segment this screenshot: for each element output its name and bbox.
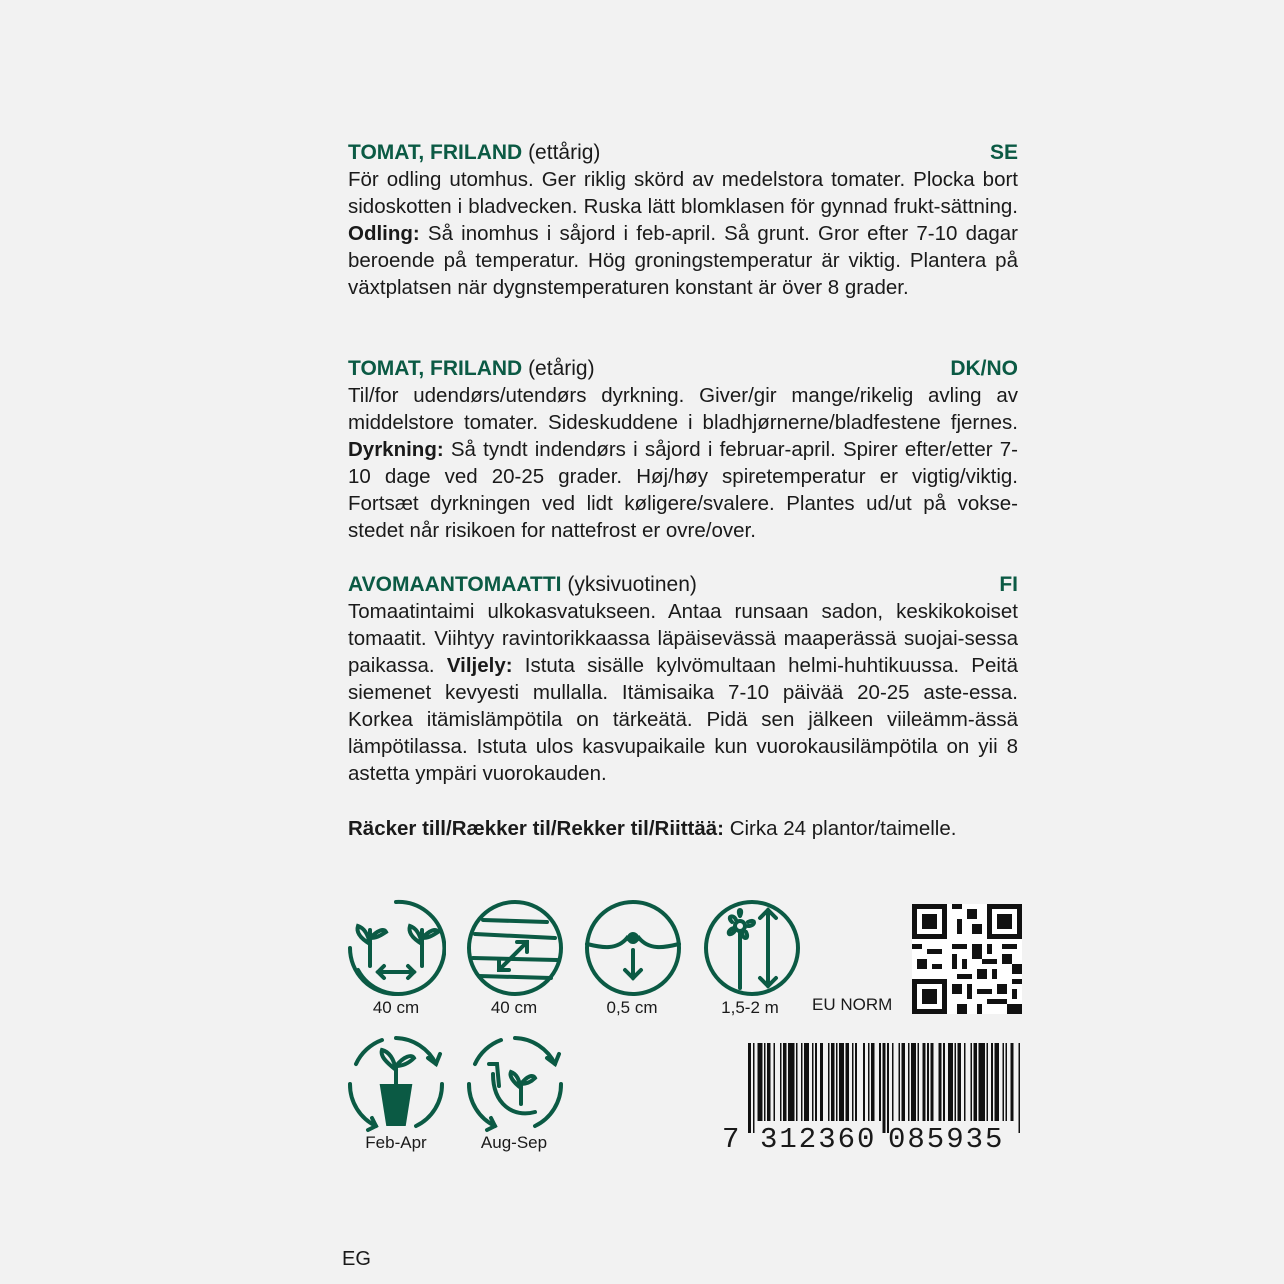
barcode-bar	[879, 1043, 881, 1121]
barcode-bar	[774, 1043, 776, 1121]
barcode-bar	[978, 1043, 984, 1121]
barcode-bar	[767, 1043, 770, 1121]
sowing-depth-icon	[583, 898, 683, 998]
qr-code	[912, 904, 1022, 1014]
language-code: SE	[989, 141, 1018, 164]
barcode-bar	[871, 1043, 874, 1121]
barcode-bar	[828, 1043, 830, 1121]
barcode	[722, 1043, 1020, 1156]
section-text: Til/for udendørs/utendørs dyrkning. Giver/gir mange/rikelig avling av middelstore tomater. Sideskuddene i bladhjørnerne/bladfestene fjernes. Dyrkning: Så tyndt indendørs i såjord i februar-april. Spirer efter/etter 7-10 dage ved 20-25 grader. Høj/høy spiretemperatur er vigtig/viktig. Fortsæt dyrkningen ved lidt køligere/svalere. Plantes ud/ut på vokse-stedet når risikoen for nattefrost er ovre/over.	[348, 384, 1018, 542]
barcode-bar	[1006, 1043, 1008, 1121]
barcode-bar	[927, 1043, 929, 1121]
language-code: FI	[999, 573, 1018, 596]
section-subtitle: (ettårig)	[528, 141, 601, 164]
barcode-bar	[908, 1043, 910, 1121]
section-subtitle: (etårig)	[528, 357, 595, 380]
sowing-time-icon	[346, 1034, 446, 1134]
barcode-bar	[1002, 1043, 1004, 1121]
sowing-depth-label: 0,5 cm	[606, 998, 658, 1017]
section-text: Tomaatintaimi ulkokasvatukseen. Antaa runsaan sadon, keskikokoiset tomaatit. Viihtyy ravintorikkaassa läpäisevässä maaperässä suojai-sessa paikassa. Viljely: Istuta sisälle kylvömultaan helmi-huhtikuussa. Peitä siemenet kevyesti mullalla. Itämisaika 7-10 päivää 20-25 aste-essa. Korkea itämislämpötila on tärkeätä. Pidä sen jälkeen viileämm-ässä lämpötilassa. Istuta ulos kasvupaikaile kun vuorokausilämpötila on yii 8 astetta ympäri vuorokauden.	[348, 600, 1018, 785]
barcode-bar	[902, 1043, 905, 1121]
barcode-bar	[820, 1043, 823, 1121]
sowing-time-label: Feb-Apr	[365, 1133, 427, 1152]
barcode-bar	[801, 1043, 803, 1121]
barcode-bar	[887, 1043, 889, 1133]
section-title: TOMAT, FRILAND	[348, 141, 523, 164]
barcode-bar	[764, 1043, 766, 1121]
barcode-right-digits: 085935	[888, 1123, 1005, 1156]
barcode-bar	[855, 1043, 857, 1121]
barcode-bar	[911, 1043, 916, 1121]
barcode-bar	[788, 1043, 794, 1121]
barcode-bar	[839, 1043, 844, 1121]
barcode-bar	[922, 1043, 925, 1121]
barcode-left-digits: 312360	[760, 1123, 877, 1156]
barcode-bar	[1010, 1043, 1013, 1121]
plant-spacing-icon	[346, 898, 446, 998]
barcode-bar	[958, 1043, 961, 1121]
barcode-bar	[753, 1043, 755, 1133]
yield-line	[348, 815, 1018, 842]
barcode-bar	[831, 1043, 834, 1121]
barcode-bar	[882, 1043, 885, 1133]
barcode-bar	[836, 1043, 838, 1121]
barcode-bar	[846, 1043, 849, 1121]
barcode-bar	[758, 1043, 763, 1121]
section-se	[348, 139, 1018, 301]
barcode-bar	[938, 1043, 941, 1121]
harvest-time-icon	[465, 1034, 565, 1134]
footer-code: EG	[342, 1248, 371, 1270]
barcode-first-digit: 7	[722, 1123, 741, 1156]
barcode-bar	[918, 1043, 920, 1121]
barcode-bar	[1018, 1043, 1020, 1133]
barcode-bar	[974, 1043, 977, 1121]
barcode-bar	[986, 1043, 988, 1121]
section-subtitle: (yksivuotinen)	[567, 573, 697, 596]
plant-height-icon	[702, 898, 802, 998]
barcode-bar	[970, 1043, 972, 1121]
barcode-bar	[892, 1043, 894, 1121]
language-code: DK/NO	[950, 357, 1018, 380]
barcode-bar	[948, 1043, 953, 1121]
barcode-bar	[930, 1043, 933, 1121]
barcode-bar	[748, 1043, 751, 1133]
barcode-bar	[954, 1043, 956, 1121]
section-title: TOMAT, FRILAND	[348, 357, 523, 380]
barcode-bar	[863, 1043, 865, 1121]
section-fi	[348, 571, 1018, 787]
barcode-bar	[868, 1043, 870, 1121]
eu-norm-label: EU NORM	[812, 995, 893, 1014]
barcode-bar	[796, 1043, 798, 1121]
barcode-bar	[780, 1043, 782, 1121]
barcode-bar	[852, 1043, 854, 1121]
yield-label: Räcker till/Rækker til/Rekker til/Riittää:	[348, 817, 724, 840]
section-text: För odling utomhus. Ger riklig skörd av medelstora tomater. Plocka bort sidoskotten i bladvecken. Ruska lätt blomklasen för gynnad frukt-sättning. Odling: Så inomhus i såjord i feb-april. Så grunt. Gror efter 7-10 dagar beroende på temperatur. Hög groningstemperatur är viktig. Plantera på växtplatsen när dygnstemperaturen konstant är över 8 grader.	[348, 168, 1018, 299]
barcode-bar	[812, 1043, 814, 1121]
yield-value: Cirka 24 plantor/taimelle.	[729, 817, 957, 840]
section-dk-no	[348, 355, 1018, 544]
barcode-bar	[783, 1043, 786, 1121]
plant-height-label: 1,5-2 m	[721, 998, 779, 1017]
barcode-bar	[943, 1043, 945, 1121]
section-title: AVOMAANTOMAATTI	[348, 573, 562, 596]
barcode-bar	[991, 1043, 993, 1121]
barcode-bar	[964, 1043, 966, 1121]
barcode-bar	[898, 1043, 900, 1121]
plant-spacing-label: 40 cm	[372, 998, 420, 1017]
barcode-bar	[815, 1043, 817, 1121]
harvest-time-label: Aug-Sep	[480, 1133, 548, 1152]
barcode-bar	[994, 1043, 999, 1121]
row-spacing-icon	[465, 898, 565, 998]
barcode-bar	[804, 1043, 809, 1121]
row-spacing-label: 40 cm	[490, 998, 538, 1017]
